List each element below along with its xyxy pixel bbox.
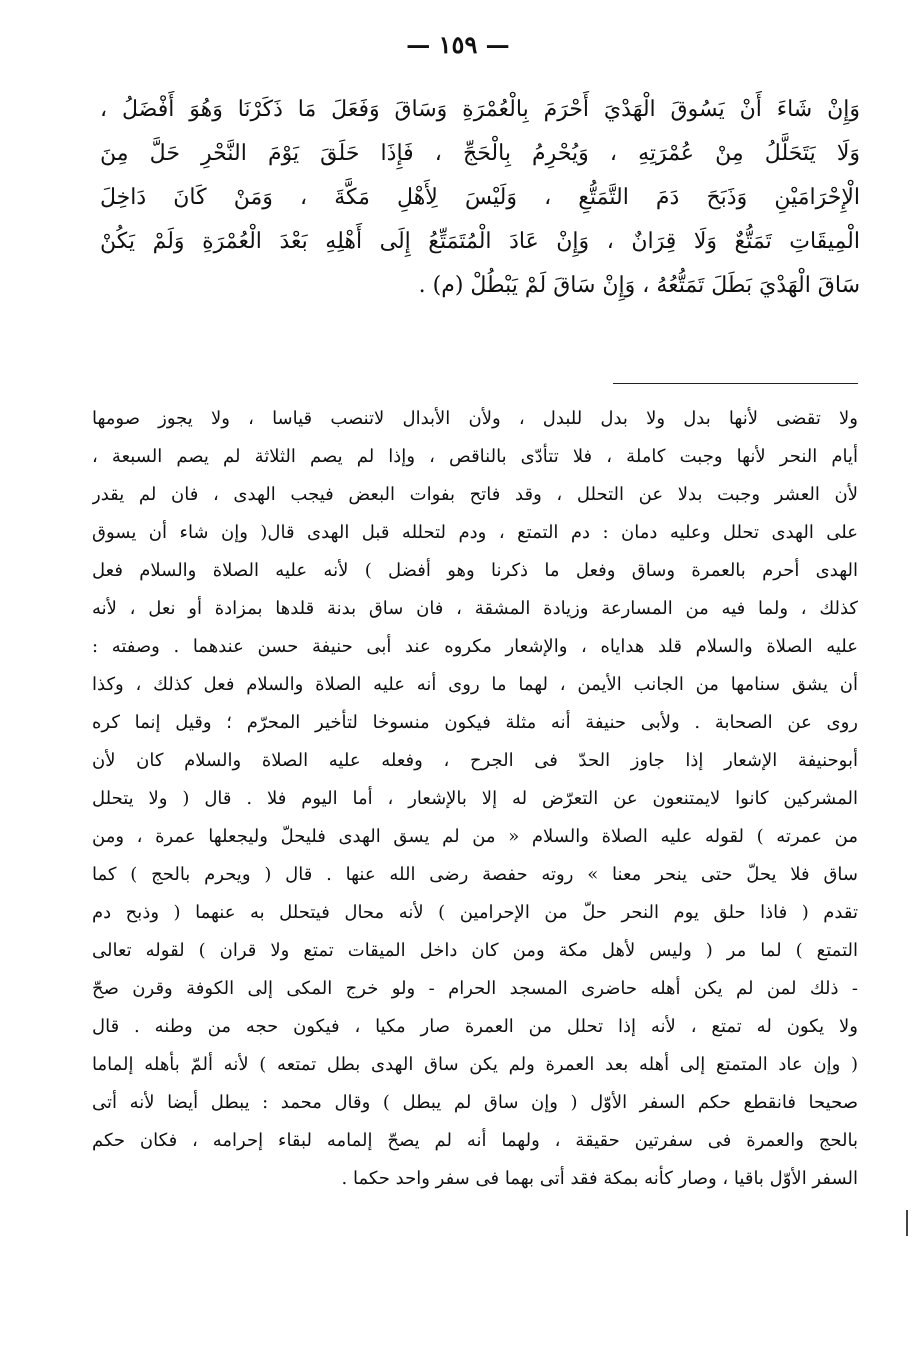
commentary-line: أيام النحر لأنها وجبت كاملة ، فلا تتأدّى بالناقص ، وإذا لم يصم الثلاثة لم يصم السبعة ،: [92, 446, 858, 467]
commentary-line: ولا يكون له تمتع ، لأنه إذا تحلل من العمرة صار مكيا ، فيكون حجه من وطنه . قال: [92, 1016, 858, 1037]
main-text-line: الْمِيقَاتِ تَمَتُّعٌ وَلَا قِرَانٌ ، وَإِنْ عَادَ الْمُتَمَتِّعُ إِلَى أَهْلِهِ بَعْدَ الْعُمْرَةِ وَلَمْ يَكُنْ: [100, 229, 860, 254]
scan-margin-mark: [906, 1210, 908, 1236]
main-text-line: وَلَا يَتَحَلَّلُ مِنْ عُمْرَتِهِ ، وَيُحْرِمُ بِالْحَجِّ ، فَإِذَا حَلَقَ يَوْمَ النَّحْرِ حَلَّ مِنَ: [100, 141, 860, 166]
main-text-line: سَاقَ الْهَدْيَ بَطَلَ تَمَتُّعُهُ ، وَإِنْ سَاقَ لَمْ يَبْطُلْ (م) .: [418, 273, 860, 298]
commentary-line: - ذلك لمن لم يكن أهله حاضرى المسجد الحرام - ولو خرج المكى إلى الكوفة وقرن صحّ: [92, 978, 858, 999]
section-divider: [613, 383, 858, 384]
commentary-line: بالحج والعمرة فى سفرتين حقيقة ، ولهما أنه لم يصحّ إلمامه لبقاء إحرامه ، فكان حكم: [92, 1130, 858, 1151]
commentary-line: صحيحا فانقطع حكم السفر الأوّل ( وإن ساق لم يبطل ) وقال محمد : يبطل أيضا لأنه أتى: [92, 1092, 858, 1113]
main-text-block: [100, 88, 860, 308]
commentary-line: السفر الأوّل باقيا ، وصار كأنه بمكة فقد أتى بهما فى سفر واحد حكما .: [341, 1168, 858, 1189]
commentary-block: [92, 400, 858, 1198]
commentary-line: ولا تقضى لأنها بدل ولا بدل للبدل ، ولأن الأبدال لاتنصب قياسا ، ولا يجوز صومها: [92, 408, 858, 429]
commentary-line: كذلك ، ولما فيه من المسارعة وزيادة المشقة ، فان ساق بدنة قلدها بمزادة أو نعل ، لأنه: [92, 598, 858, 619]
commentary-line: المشركين كانوا لايمتنعون عن التعرّض له إلا بالإشعار ، أما اليوم فلا . قال ( ولا يتحلل: [92, 788, 858, 809]
commentary-line: الهدى أحرم بالعمرة وساق وفعل ما ذكرنا وهو أفضل ) لأنه عليه الصلاة والسلام فعل: [92, 560, 858, 581]
commentary-line: ساق فلا يحلّ حتى ينحر معنا » روته حفصة رضى الله عنها . قال ( ويحرم بالحج ) كما: [92, 864, 858, 885]
commentary-line: لأن العشر وجبت بدلا عن التحلل ، وقد فاتح بفوات البعض فيجب الهدى ، فان لم يقدر: [92, 484, 858, 505]
commentary-line: تقدم ( فاذا حلق يوم النحر حلّ من الإحرامين ) لأنه محال فيتحلل به عنهما ( وذبح دم: [92, 902, 858, 923]
commentary-line: روى عن الصحابة . ولأبى حنيفة أنه مثلة فيكون منسوخا لتأخير المحرّم ؛ وقيل إنما كره: [92, 712, 858, 733]
page-number: — ١٥٩ —: [406, 30, 510, 59]
commentary-line: عليه الصلاة والسلام قلد هداياه ، والإشعار مكروه عند أبى حنيفة حسن عندهما . وصفته :: [92, 636, 858, 657]
main-text-line: وَإِنْ شَاءَ أَنْ يَسُوقَ الْهَدْيَ أَحْرَمَ بِالْعُمْرَةِ وَسَاقَ وَفَعَلَ مَا ذَكَرْنَا وَهُوَ أَفْضَلُ ،: [100, 97, 860, 122]
commentary-line: ( وإن عاد المتمتع إلى أهله بعد العمرة ولم يكن ساق الهدى بطل تمتعه ) لأنه ألمّ بأهله إلماما: [92, 1054, 858, 1075]
commentary-line: التمتع ) لما مر ( وليس لأهل مكة ومن كان داخل الميقات تمتع ولا قران ) لقوله تعالى: [92, 940, 858, 961]
main-text-line: الْإِحْرَامَيْنِ وَذَبَحَ دَمَ التَّمَتُّعِ ، وَلَيْسَ لِأَهْلِ مَكَّةَ ، وَمَنْ كَانَ دَاخِلَ: [100, 185, 860, 210]
commentary-line: أبوحنيفة الإشعار إذا جاوز الحدّ فى الجرح ، وفعله عليه الصلاة والسلام كان لأن: [92, 750, 858, 771]
commentary-line: من عمرته ) لقوله عليه الصلاة والسلام « من لم يسق الهدى فليحلّ وليجعلها عمرة ، ومن: [92, 826, 858, 847]
commentary-line: على الهدى تحلل وعليه دمان : دم التمتع ، ودم لتحلله قبل الهدى قال( وإن شاء أن يسوق: [92, 522, 858, 543]
commentary-line: أن يشق سنامها من الجانب الأيمن ، لهما ما روى أنه عليه الصلاة والسلام فعل كذلك ، وكذا: [92, 674, 858, 695]
